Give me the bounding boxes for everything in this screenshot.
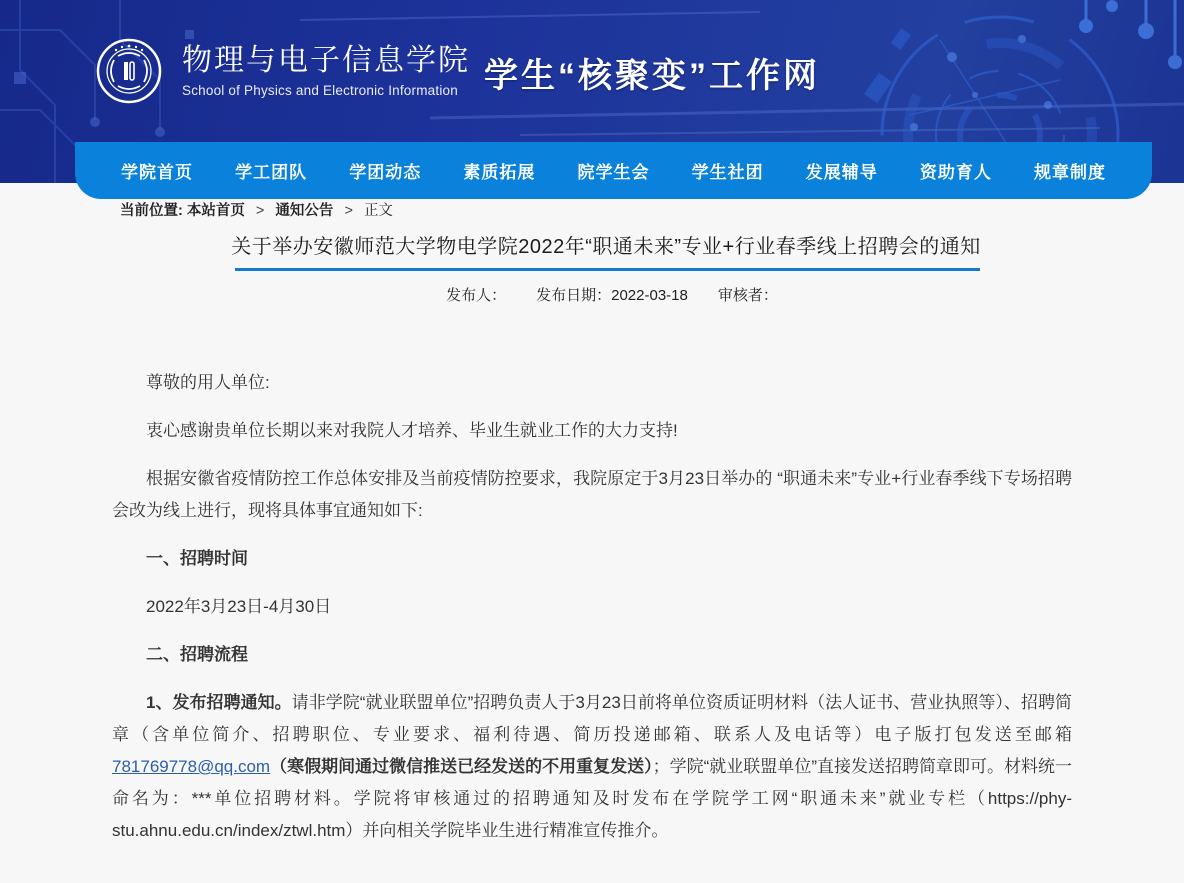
text-run: 衷心感谢贵单位长期以来对我院人才培养、毕业生就业工作的大力支持! (146, 421, 678, 440)
breadcrumb-label: 当前位置: (120, 203, 183, 219)
meta-publisher: 发布人： (446, 287, 507, 304)
text-run: 尊敬的用人单位: (146, 373, 270, 392)
breadcrumb-separator: > (344, 203, 353, 219)
nav-item-clubs[interactable]: 学生社团 (691, 163, 764, 182)
email-link[interactable]: 781769778@qq.com (112, 757, 271, 776)
title-underline (235, 268, 980, 271)
text-run: 2022年3月23日-4月30日 (146, 597, 332, 616)
nav-item-news[interactable]: 学团动态 (349, 163, 422, 182)
breadcrumb-separator: > (255, 203, 265, 219)
article-title: 关于举办安徽师范大学物电学院2022年“职通未来”专业+行业春季线上招聘会的通知 (231, 236, 981, 258)
section-heading-process (112, 639, 1072, 671)
nav-item-team[interactable]: 学工团队 (235, 163, 308, 182)
bold-text-run: （寒假期间通过微信推送已经发送的不用重复发送） (270, 757, 653, 776)
site-title: 学生“核聚变”工作网 (484, 57, 820, 95)
article-meta (20, 284, 1184, 305)
meta-reviewer: 审核者： (717, 287, 778, 304)
article-paragraph-thanks (112, 415, 1072, 447)
school-seal-logo (96, 38, 162, 104)
bold-text-run: 一、招聘时间 (146, 549, 248, 568)
school-name-en: School of Physics and Electronic Information (182, 83, 458, 98)
text-run: ；学院“就业联盟单位”直接发送招聘简章即可。材料统一命名为：***单位招聘材料。学院将审核通过的招聘通知及时发布在学院学工网“职通未来”就业专栏（https://phy-stu.ahnu.edu.cn/index/ztwl.htm）并向相关学院毕业生进行精准宣传推介。 (112, 757, 1072, 840)
main-nav (75, 142, 1152, 199)
text-run: 请非学院“就业联盟单位”招聘负责人于3月23日前将单位资质证明材料（法人证书、营业执照等）、招聘简章（含单位简介、招聘职位、专业要求、福利待遇、简历投递邮箱、联系人及电话等）电子版打包发送至邮箱 (112, 693, 1072, 744)
section-heading-time (112, 543, 1072, 575)
article-paragraph-dates (112, 591, 1072, 623)
article-paragraph-intro (112, 463, 1072, 527)
nav-item-home[interactable]: 学院首页 (121, 163, 193, 182)
nav-item-funding[interactable]: 资助育人 (919, 163, 992, 182)
nav-item-rules[interactable]: 规章制度 (1034, 163, 1106, 182)
meta-publish-date: 发布日期：2022-03-18 (536, 287, 688, 304)
breadcrumb (120, 199, 1184, 220)
brand (96, 38, 470, 104)
article-paragraph-salutation (112, 367, 1072, 399)
nav-item-quality[interactable]: 素质拓展 (463, 163, 536, 182)
bold-text-run: 二、招聘流程 (146, 645, 248, 664)
breadcrumb-current: 正文 (363, 203, 393, 219)
page-content (0, 199, 1184, 847)
nav-item-development[interactable]: 发展辅导 (805, 163, 878, 182)
breadcrumb-section-link[interactable]: 通知公告 (275, 203, 334, 219)
bold-text-run: 1、发布招聘通知。 (146, 693, 292, 712)
nav-item-student-union[interactable]: 院学生会 (577, 163, 650, 182)
breadcrumb-home-link[interactable]: 本站首页 (186, 203, 245, 219)
article-body (0, 367, 1184, 847)
school-name-cn: 物理与电子信息学院 (182, 44, 470, 77)
article-paragraph-step1 (112, 687, 1072, 847)
text-run: 根据安徽省疫情防控工作总体安排及当前疫情防控要求，我院原定于3月23日举办的 “职通未来”专业+行业春季线下专场招聘会改为线上进行，现将具体事宜通知如下: (112, 469, 1072, 520)
